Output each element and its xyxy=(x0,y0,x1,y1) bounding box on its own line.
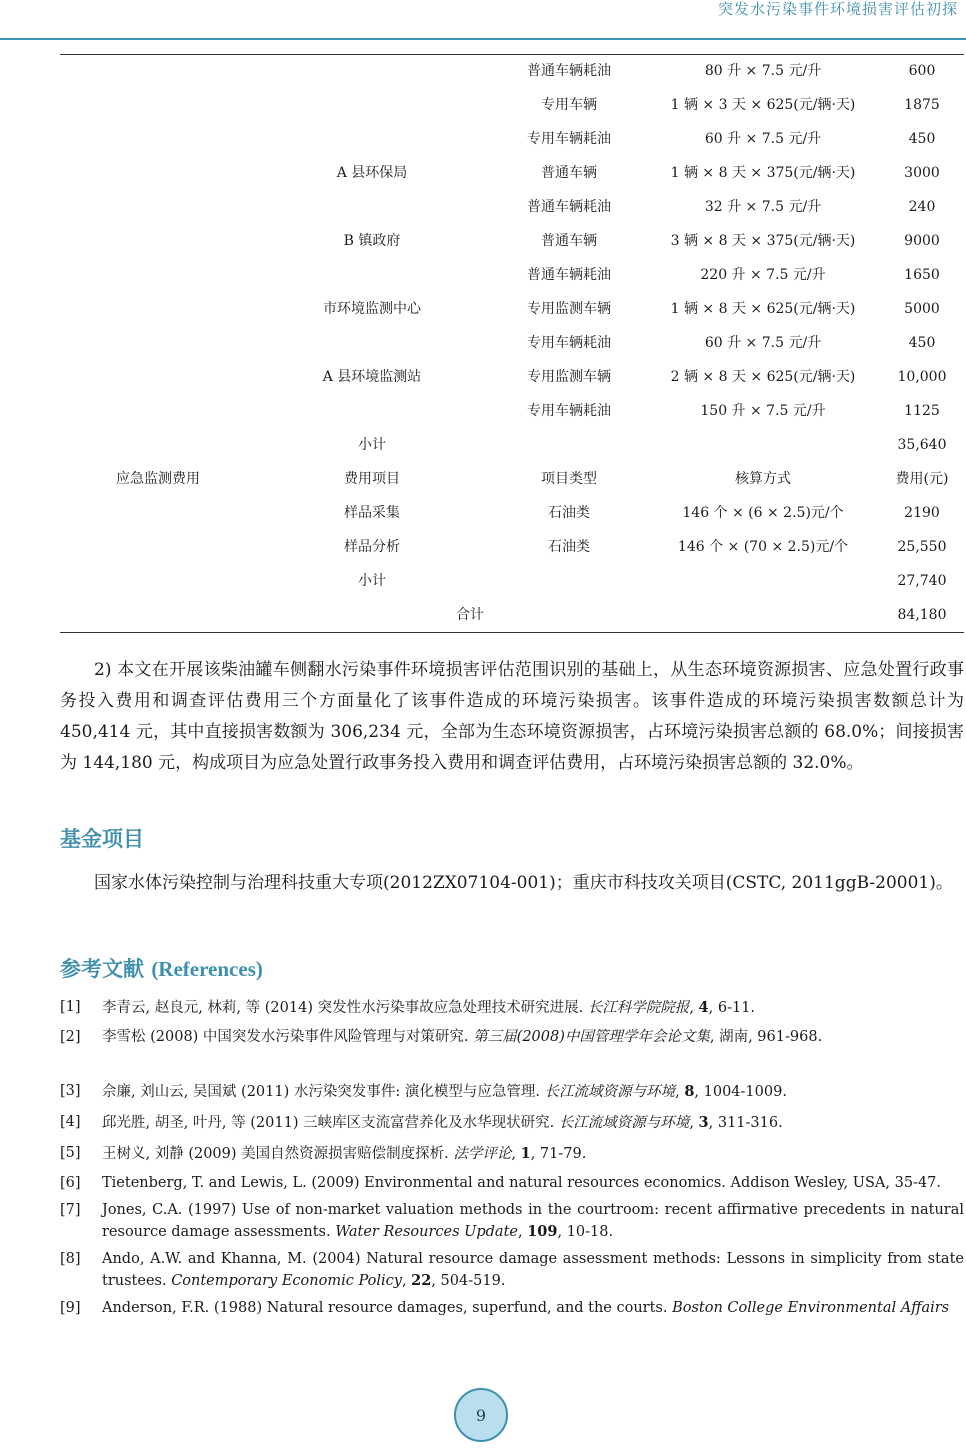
reference-text xyxy=(102,1027,964,1048)
reference-authors-title: Ando, A.W. and Khanna, M. (2004) Natural resource damage assessment methods: Lessons in simplicity from state trustees. xyxy=(102,1251,964,1289)
table-cell-c3: 项目类型 xyxy=(541,471,597,487)
reference-item xyxy=(60,1173,964,1194)
reference-authors-title: 李青云, 赵良元, 林莉, 等 (2014) 突发性水污染事故应急处理技术研究进展. xyxy=(102,1000,588,1016)
table-cell-c1 xyxy=(60,571,256,591)
reference-separator: , xyxy=(517,1224,528,1240)
table-cell-c3: 普通车辆耗油 xyxy=(527,199,611,215)
references-heading-cn: 参考文献 xyxy=(60,957,144,981)
table-cell-c3: 专用监测车辆 xyxy=(527,301,611,317)
reference-authors-title: 佘廉, 刘山云, 吴国斌 (2011) 水污染突发事件: 演化模型与应急管理. xyxy=(102,1084,545,1100)
table-cell-c5: 1650 xyxy=(904,267,940,283)
table-cell-c3: 专用监测车辆 xyxy=(527,369,611,385)
table-cell-c4: 32 升 × 7.5 元/升 xyxy=(704,199,822,215)
reference-pages: , 504-519. xyxy=(431,1273,506,1289)
reference-number: [1] xyxy=(60,999,81,1015)
table-cell-c5: 10,000 xyxy=(897,369,947,385)
table-cell-c5: 27,740 xyxy=(897,573,947,589)
page-number-badge: 9 xyxy=(454,1388,508,1442)
reference-item xyxy=(60,1027,964,1069)
reference-volume: 22 xyxy=(411,1272,432,1289)
reference-separator: , xyxy=(689,1115,699,1131)
table-cell-c4: 2 辆 × 8 天 × 625(元/辆·天) xyxy=(670,369,856,385)
table-cell-c1 xyxy=(60,95,256,115)
reference-separator: , xyxy=(675,1084,685,1100)
table-cell-c1 xyxy=(60,163,256,183)
reference-item xyxy=(60,997,964,1018)
table-cell-c2 xyxy=(272,61,472,81)
table-cell-c1 xyxy=(60,333,256,353)
reference-number: [6] xyxy=(60,1175,81,1191)
reference-text xyxy=(102,1143,964,1165)
table-cell-c4: 60 升 × 7.5 元/升 xyxy=(704,131,822,147)
table-cell-c1 xyxy=(60,503,256,523)
table-cell-c1: 应急监测费用 xyxy=(116,471,200,487)
reference-journal: 长江流域资源与环境 xyxy=(558,1115,690,1131)
table-cell-c4: 核算方式 xyxy=(735,471,791,487)
reference-number: [3] xyxy=(60,1083,81,1099)
reference-text xyxy=(102,1200,964,1243)
references-heading-en: (References) xyxy=(151,957,263,981)
running-header: 突发水污染事件环境损害评估初探 xyxy=(717,0,958,18)
table-cell-c4: 1 辆 × 3 天 × 625(元/辆·天) xyxy=(670,97,856,113)
references-heading xyxy=(60,954,263,984)
fund-paragraph: 国家水体污染控制与治理科技重大专项(2012ZX07104-001)；重庆市科技攻关项目(CSTC, 2011ggB-20001)。 xyxy=(94,873,953,893)
reference-journal: Boston College Environmental Affairs xyxy=(672,1300,950,1316)
table-cell-c3: 专用车辆耗油 xyxy=(527,403,611,419)
table-cell-c1 xyxy=(60,299,256,319)
table-cell-c1 xyxy=(60,265,256,285)
table-cell-c4 xyxy=(640,571,886,591)
table-cell-c2: 样品分析 xyxy=(344,539,400,555)
table-cell-c1 xyxy=(60,367,256,387)
table-cell-c1 xyxy=(60,401,256,421)
table-cell-c1 xyxy=(60,435,256,455)
table-cell-c5: 35,640 xyxy=(897,437,947,453)
reference-item xyxy=(60,1081,964,1102)
reference-pages: , 1004-1009. xyxy=(694,1084,787,1100)
reference-journal: Water Resources Update xyxy=(335,1224,518,1240)
table-cell-c5: 25,550 xyxy=(897,539,947,555)
reference-pages: , 10-18. xyxy=(557,1224,614,1240)
reference-journal: Contemporary Economic Policy xyxy=(171,1273,402,1289)
table-cell-c4: 80 升 × 7.5 元/升 xyxy=(704,63,822,79)
table-cell-c2 xyxy=(272,401,472,421)
table-cell-c2: B 镇政府 xyxy=(343,233,401,249)
reference-item xyxy=(60,1249,964,1291)
table-cell-c3: 普通车辆耗油 xyxy=(527,63,611,79)
table-cell-c3 xyxy=(472,435,666,455)
reference-item xyxy=(60,1298,964,1319)
table-cell-c5: 9000 xyxy=(904,233,940,249)
table-total-value: 84,180 xyxy=(897,607,947,623)
table-cell-c2: 费用项目 xyxy=(344,471,400,487)
reference-number: [2] xyxy=(60,1029,81,1045)
table-cell-c2: A 县环境监测站 xyxy=(322,369,422,385)
table-cell-c3: 普通车辆耗油 xyxy=(527,267,611,283)
reference-authors-title: Tietenberg, T. and Lewis, L. (2009) Environmental and natural resources economics. Addison Wesley, USA, 35-47. xyxy=(102,1175,942,1191)
table-cell-c4: 146 个 × (70 × 2.5)元/个 xyxy=(677,539,849,555)
reference-text xyxy=(102,1298,964,1319)
reference-authors-title: 邱光胜, 胡圣, 叶丹, 等 (2011) 三峡库区支流富营养化及水华现状研究. xyxy=(102,1115,559,1131)
table-cell-c2 xyxy=(272,197,472,217)
table-cell-c2 xyxy=(272,333,472,353)
reference-authors-title: Anderson, F.R. (1988) Natural resource damages, superfund, and the courts. xyxy=(102,1300,673,1316)
table-cell-c3: 专用车辆耗油 xyxy=(527,131,611,147)
table-cell-c1 xyxy=(60,61,256,81)
table-cell-c1 xyxy=(60,537,256,557)
reference-volume: 1 xyxy=(520,1145,531,1162)
header-rule xyxy=(0,38,966,40)
table-cell-c4: 220 升 × 7.5 元/升 xyxy=(700,267,826,283)
reference-separator: , xyxy=(689,1000,699,1016)
table-cell-c1 xyxy=(60,197,256,217)
reference-separator: , xyxy=(401,1273,412,1289)
conclusion-paragraph: 2) 本文在开展该柴油罐车侧翻水污染事件环境损害评估范围识别的基础上，从生态环境资源损害、应急处置行政事务投入费用和调查评估费用三个方面量化了该事件造成的环境污染损害。该事件造成的环境污染损害数额总计为 450,414 元，其中直接损害数额为 306,234 元，全部为生态环境资源损害，占环境污染损害总额的 68.0%；间接损害为 144,180 元，构成项目为应急处置行政事务投入费用和调查评估费用，占环境污染损害总额的 32.0%。 xyxy=(60,660,964,773)
table-cell-c3: 专用车辆耗油 xyxy=(527,335,611,351)
table-cell-c3: 普通车辆 xyxy=(541,165,597,181)
table-cell-c5: 450 xyxy=(908,131,936,147)
reference-text xyxy=(102,997,964,1019)
reference-text xyxy=(102,1081,964,1103)
reference-item xyxy=(60,1200,964,1242)
fund-heading: 基金项目 xyxy=(60,827,144,851)
reference-authors-title: 王树义, 刘静 (2009) 美国自然资源损害赔偿制度探析. xyxy=(102,1146,454,1162)
reference-pages: , 湖南, 961-968. xyxy=(709,1029,823,1045)
table-bottom-rule xyxy=(60,632,964,633)
reference-item xyxy=(60,1112,964,1133)
reference-number: [8] xyxy=(60,1251,81,1267)
table-cell-c4 xyxy=(640,435,886,455)
reference-text xyxy=(102,1112,964,1134)
reference-journal: 长江流域资源与环境 xyxy=(544,1084,676,1100)
table-cell-c4: 1 辆 × 8 天 × 375(元/辆·天) xyxy=(670,165,856,181)
table-cell-c5: 2190 xyxy=(904,505,940,521)
reference-authors-title: 李雪松 (2008) 中国突发水污染事件风险管理与对策研究. xyxy=(102,1029,474,1045)
table-cell-c4: 60 升 × 7.5 元/升 xyxy=(704,335,822,351)
table-cell-c2: 小计 xyxy=(358,437,386,453)
reference-number: [5] xyxy=(60,1145,81,1161)
table-cell-c4: 3 辆 × 8 天 × 375(元/辆·天) xyxy=(670,233,856,249)
table-cell-c4: 146 个 × (6 × 2.5)元/个 xyxy=(682,505,844,521)
reference-volume: 109 xyxy=(527,1223,558,1240)
table-cell-c3: 专用车辆 xyxy=(541,97,597,113)
table-cell-c2 xyxy=(272,265,472,285)
reference-journal: 法学评论 xyxy=(453,1146,512,1162)
table-cell-c3: 石油类 xyxy=(548,505,590,521)
table-top-rule xyxy=(60,54,964,55)
reference-pages: , 6-11. xyxy=(708,1000,756,1016)
reference-journal: 第三届(2008)中国管理学年会论文集 xyxy=(473,1029,710,1045)
table-cell-c2: 市环境监测中心 xyxy=(323,301,421,317)
table-cell-c1 xyxy=(60,129,256,149)
table-cell-c5: 450 xyxy=(908,335,936,351)
table-cell-c2: A 县环保局 xyxy=(336,165,408,181)
reference-volume: 3 xyxy=(698,1114,709,1131)
table-total-label: 合计 xyxy=(456,607,484,623)
table-cell-c1 xyxy=(60,231,256,251)
reference-number: [7] xyxy=(60,1202,81,1218)
reference-volume: 4 xyxy=(698,999,709,1016)
table-cell-c5: 3000 xyxy=(904,165,940,181)
reference-number: [4] xyxy=(60,1114,81,1130)
table-cell-c3 xyxy=(472,571,666,591)
reference-pages: , 71-79. xyxy=(530,1146,587,1162)
reference-journal: 长江科学院院报 xyxy=(587,1000,690,1016)
table-cell-c5: 600 xyxy=(908,63,936,79)
table-cell-c4: 150 升 × 7.5 元/升 xyxy=(700,403,826,419)
reference-separator: , xyxy=(511,1146,521,1162)
table-cell-c5: 5000 xyxy=(904,301,940,317)
reference-authors-title: Jones, C.A. (1997) Use of non-market valuation methods in the courtroom: recent affirmative precedents in natural resource damage assessments. xyxy=(102,1202,964,1240)
reference-text xyxy=(102,1173,964,1194)
table-cell-c2 xyxy=(272,129,472,149)
table-cell-c2: 小计 xyxy=(358,573,386,589)
table-cell-c5: 1875 xyxy=(904,97,940,113)
table-cell-c5: 费用(元) xyxy=(895,471,949,487)
table-cell-c5: 1125 xyxy=(904,403,940,419)
table-cell-c5: 240 xyxy=(908,199,936,215)
table-cell-c2: 样品采集 xyxy=(344,505,400,521)
reference-text xyxy=(102,1249,964,1292)
table-cell-c2 xyxy=(272,95,472,115)
reference-pages: , 311-316. xyxy=(708,1115,783,1131)
reference-volume: 8 xyxy=(684,1083,695,1100)
table-cell-c4: 1 辆 × 8 天 × 625(元/辆·天) xyxy=(670,301,856,317)
reference-number: [9] xyxy=(60,1300,81,1316)
table-cell-c3: 普通车辆 xyxy=(541,233,597,249)
reference-item xyxy=(60,1143,964,1164)
table-cell-c3: 石油类 xyxy=(548,539,590,555)
